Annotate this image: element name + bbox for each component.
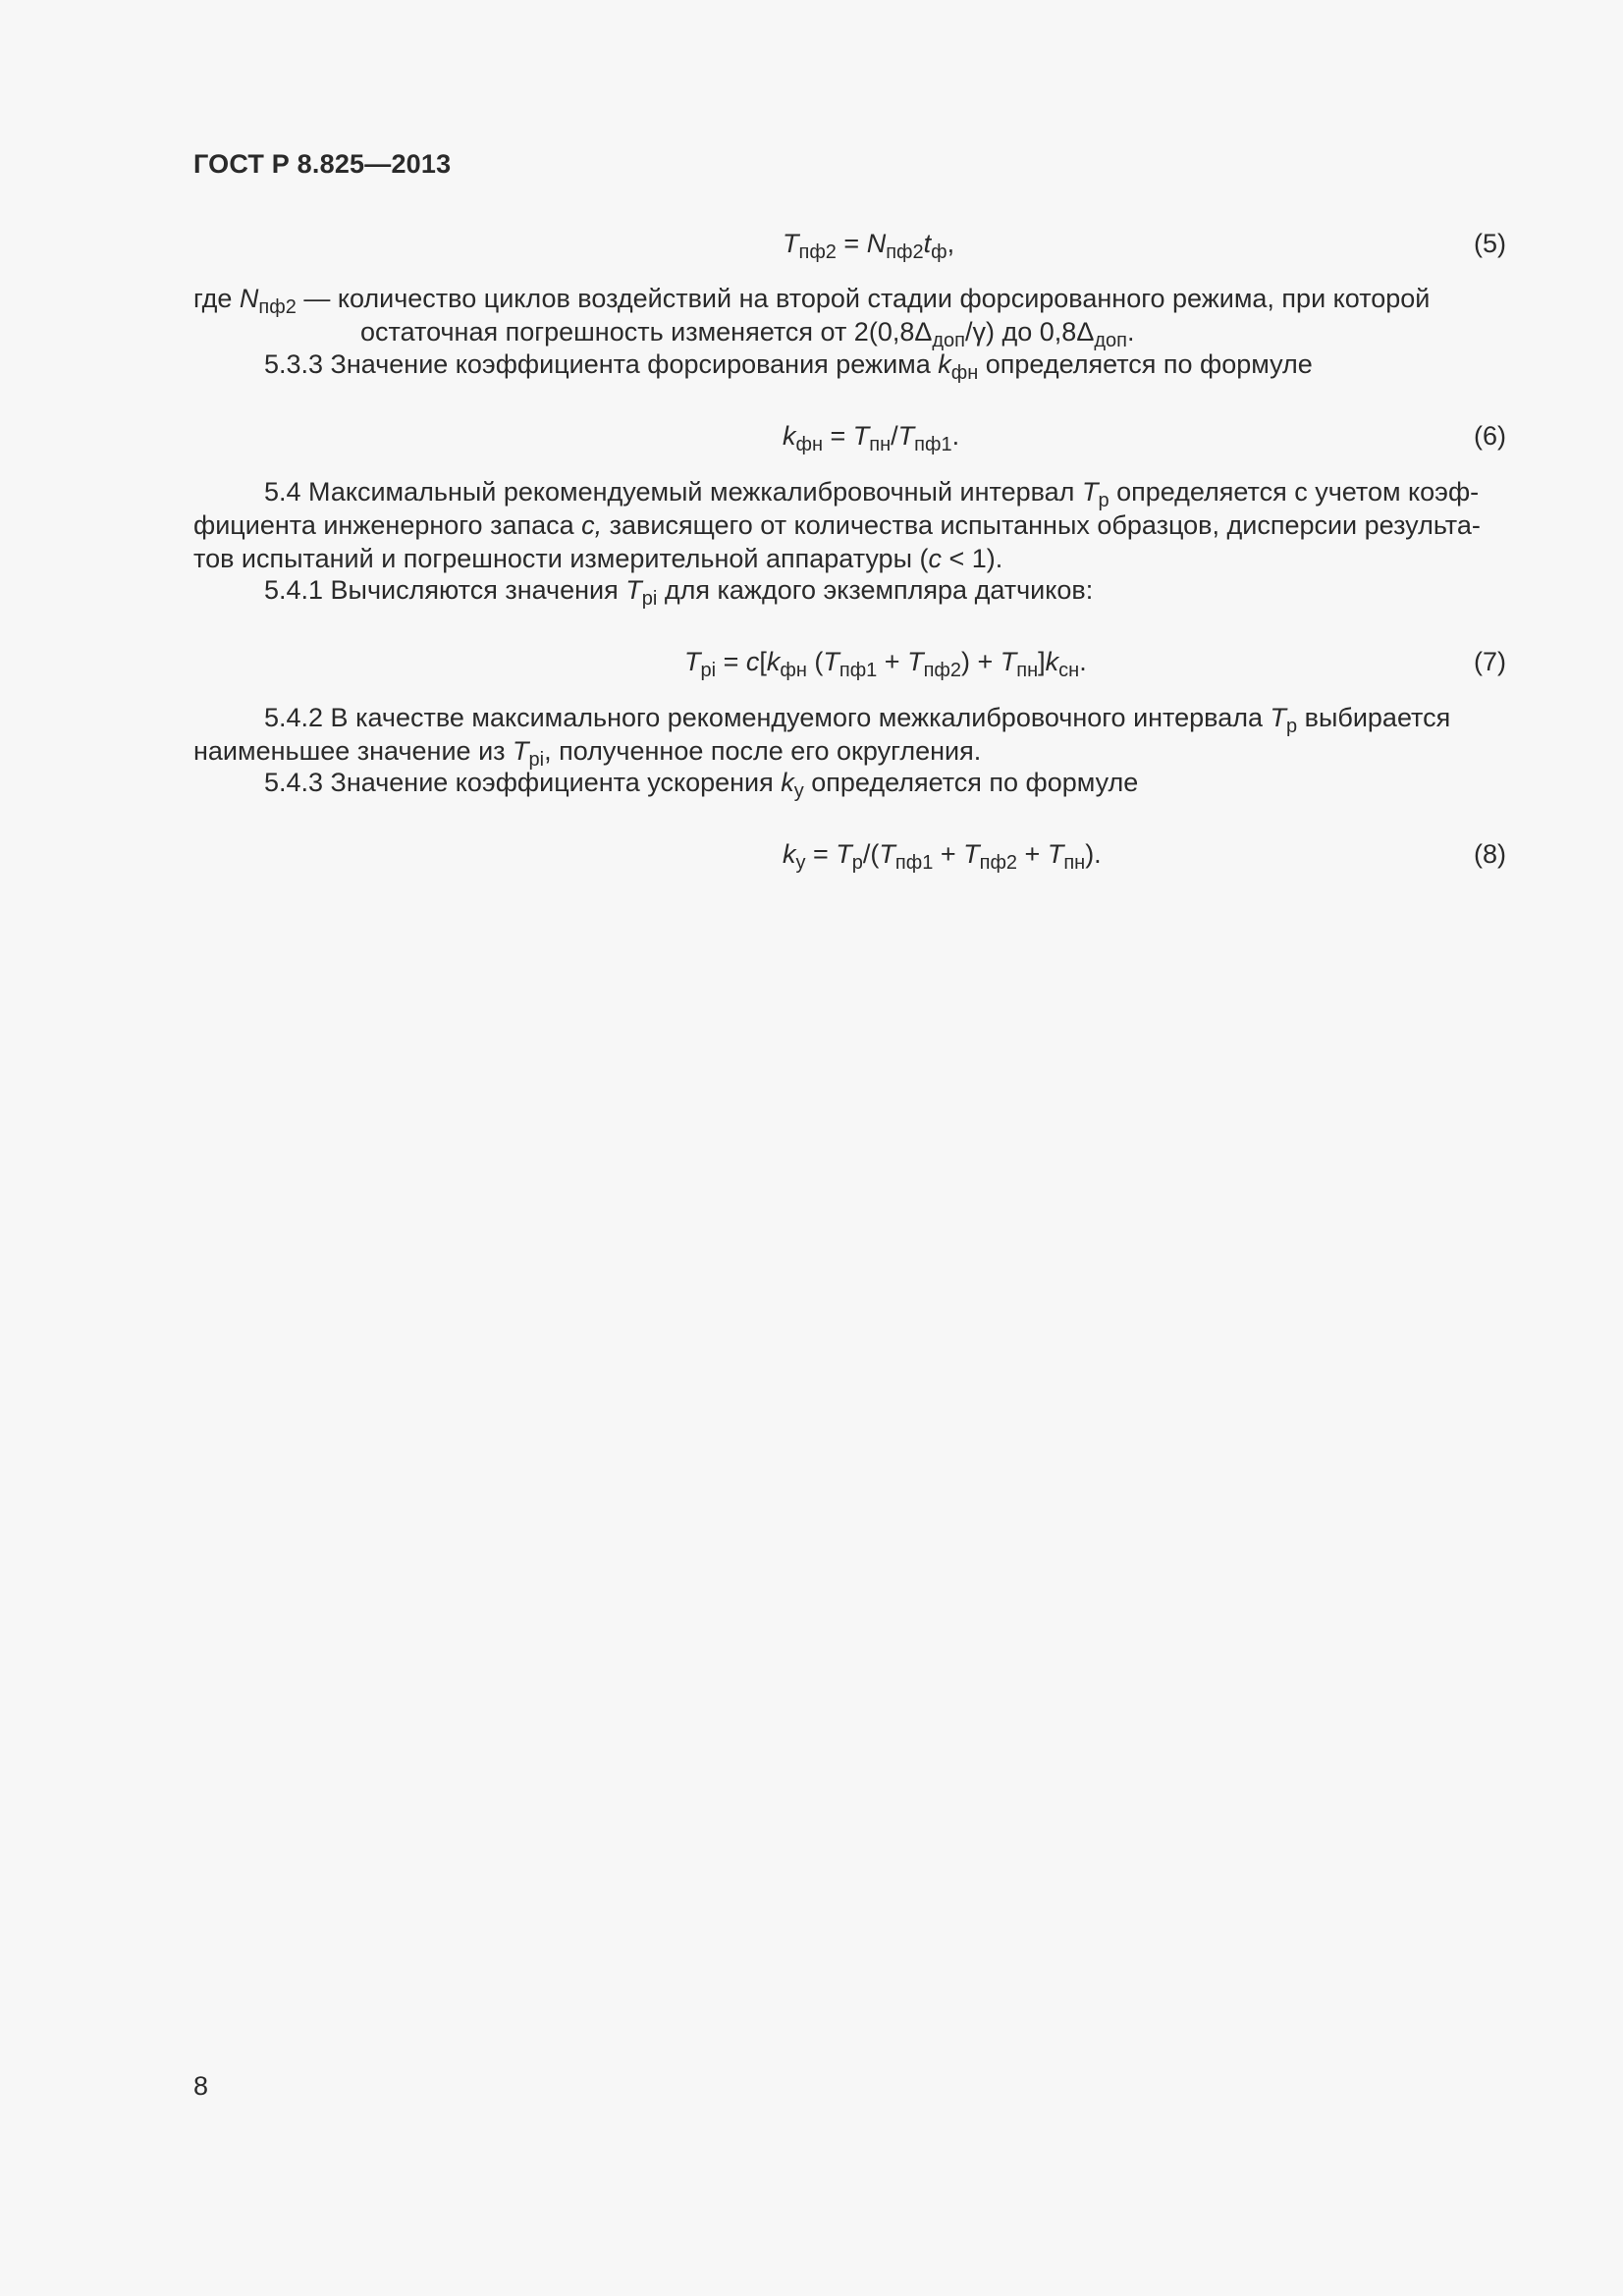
formula-6-row xyxy=(193,416,1506,455)
equation-number-6: (6) xyxy=(1474,421,1506,451)
paragraph-5-4-line-1: 5.4 Максимальный рекомендуемый межкалибровочный интервал $T_р$ определяется с учетом коэф- xyxy=(264,477,1480,511)
equation-number-8: (8) xyxy=(1474,839,1506,869)
formula-8: $k_у = T_р/(T_{пф1} + T_{пф2} + T_{пн})$. xyxy=(783,839,1102,874)
formula-6: $k_{фн} = T_{пн}/T_{пф1}$. xyxy=(783,421,960,455)
page-number: 8 xyxy=(193,2071,209,2101)
explanation-line-1: где $N_{пф2}$ — количество циклов воздействий на второй стадии форсированного режима, при которой xyxy=(193,284,1431,318)
paragraph-5-3-3: 5.3.3 Значение коэффициента форсирования режима $k_{фн}$ определяется по формуле xyxy=(264,349,1313,384)
formula-8-row xyxy=(193,834,1506,874)
paragraph-5-4-2-line-2: наименьшее значение из $T_{рi}$, полученное после его округления. xyxy=(193,736,982,771)
formula-5-explanation xyxy=(193,282,1506,351)
document-header: ГОСТ Р 8.825—2013 xyxy=(193,149,452,179)
paragraph-5-4-line-2: фициента инженерного запаса c, зависящего от количества испытанных образцов, дисперсии результа- xyxy=(193,510,1481,540)
paragraph-5-4-3: 5.4.3 Значение коэффициента ускорения $k_у$ определяется по формуле xyxy=(264,768,1139,802)
paragraph-5-4-2 xyxy=(193,701,1506,771)
paragraph-5-4-line-3: тов испытаний и погрешности измерительной аппаратуры (c < 1). xyxy=(193,544,1003,573)
paragraph-5-4-2-line-1: 5.4.2 В качестве максимального рекомендуемого межкалибровочного интервала $T_р$ выбирается xyxy=(264,703,1451,737)
formula-7: $T_{рi} = c[k_{фн}$ $(T_{пф1} + T_{пф2}) + T_{пн}]k_{сн}$. xyxy=(684,647,1087,681)
formula-5-row xyxy=(193,224,1506,263)
explanation-line-2: остаточная погрешность изменяется от $2(0,8\Delta_{доп}/\gamma)$ до $0,8\Delta_{доп}$. xyxy=(360,317,1135,351)
equation-number-7: (7) xyxy=(1474,647,1506,676)
paragraph-5-4 xyxy=(193,475,1506,575)
paragraph-5-4-1: 5.4.1 Вычисляются значения $T_{рi}$ для каждого экземпляра датчиков: xyxy=(264,575,1094,610)
formula-7-row xyxy=(193,642,1506,681)
formula-5: $T_{пф2} = N_{пф2}t_ф$, xyxy=(783,229,955,263)
equation-number-5: (5) xyxy=(1474,229,1506,258)
